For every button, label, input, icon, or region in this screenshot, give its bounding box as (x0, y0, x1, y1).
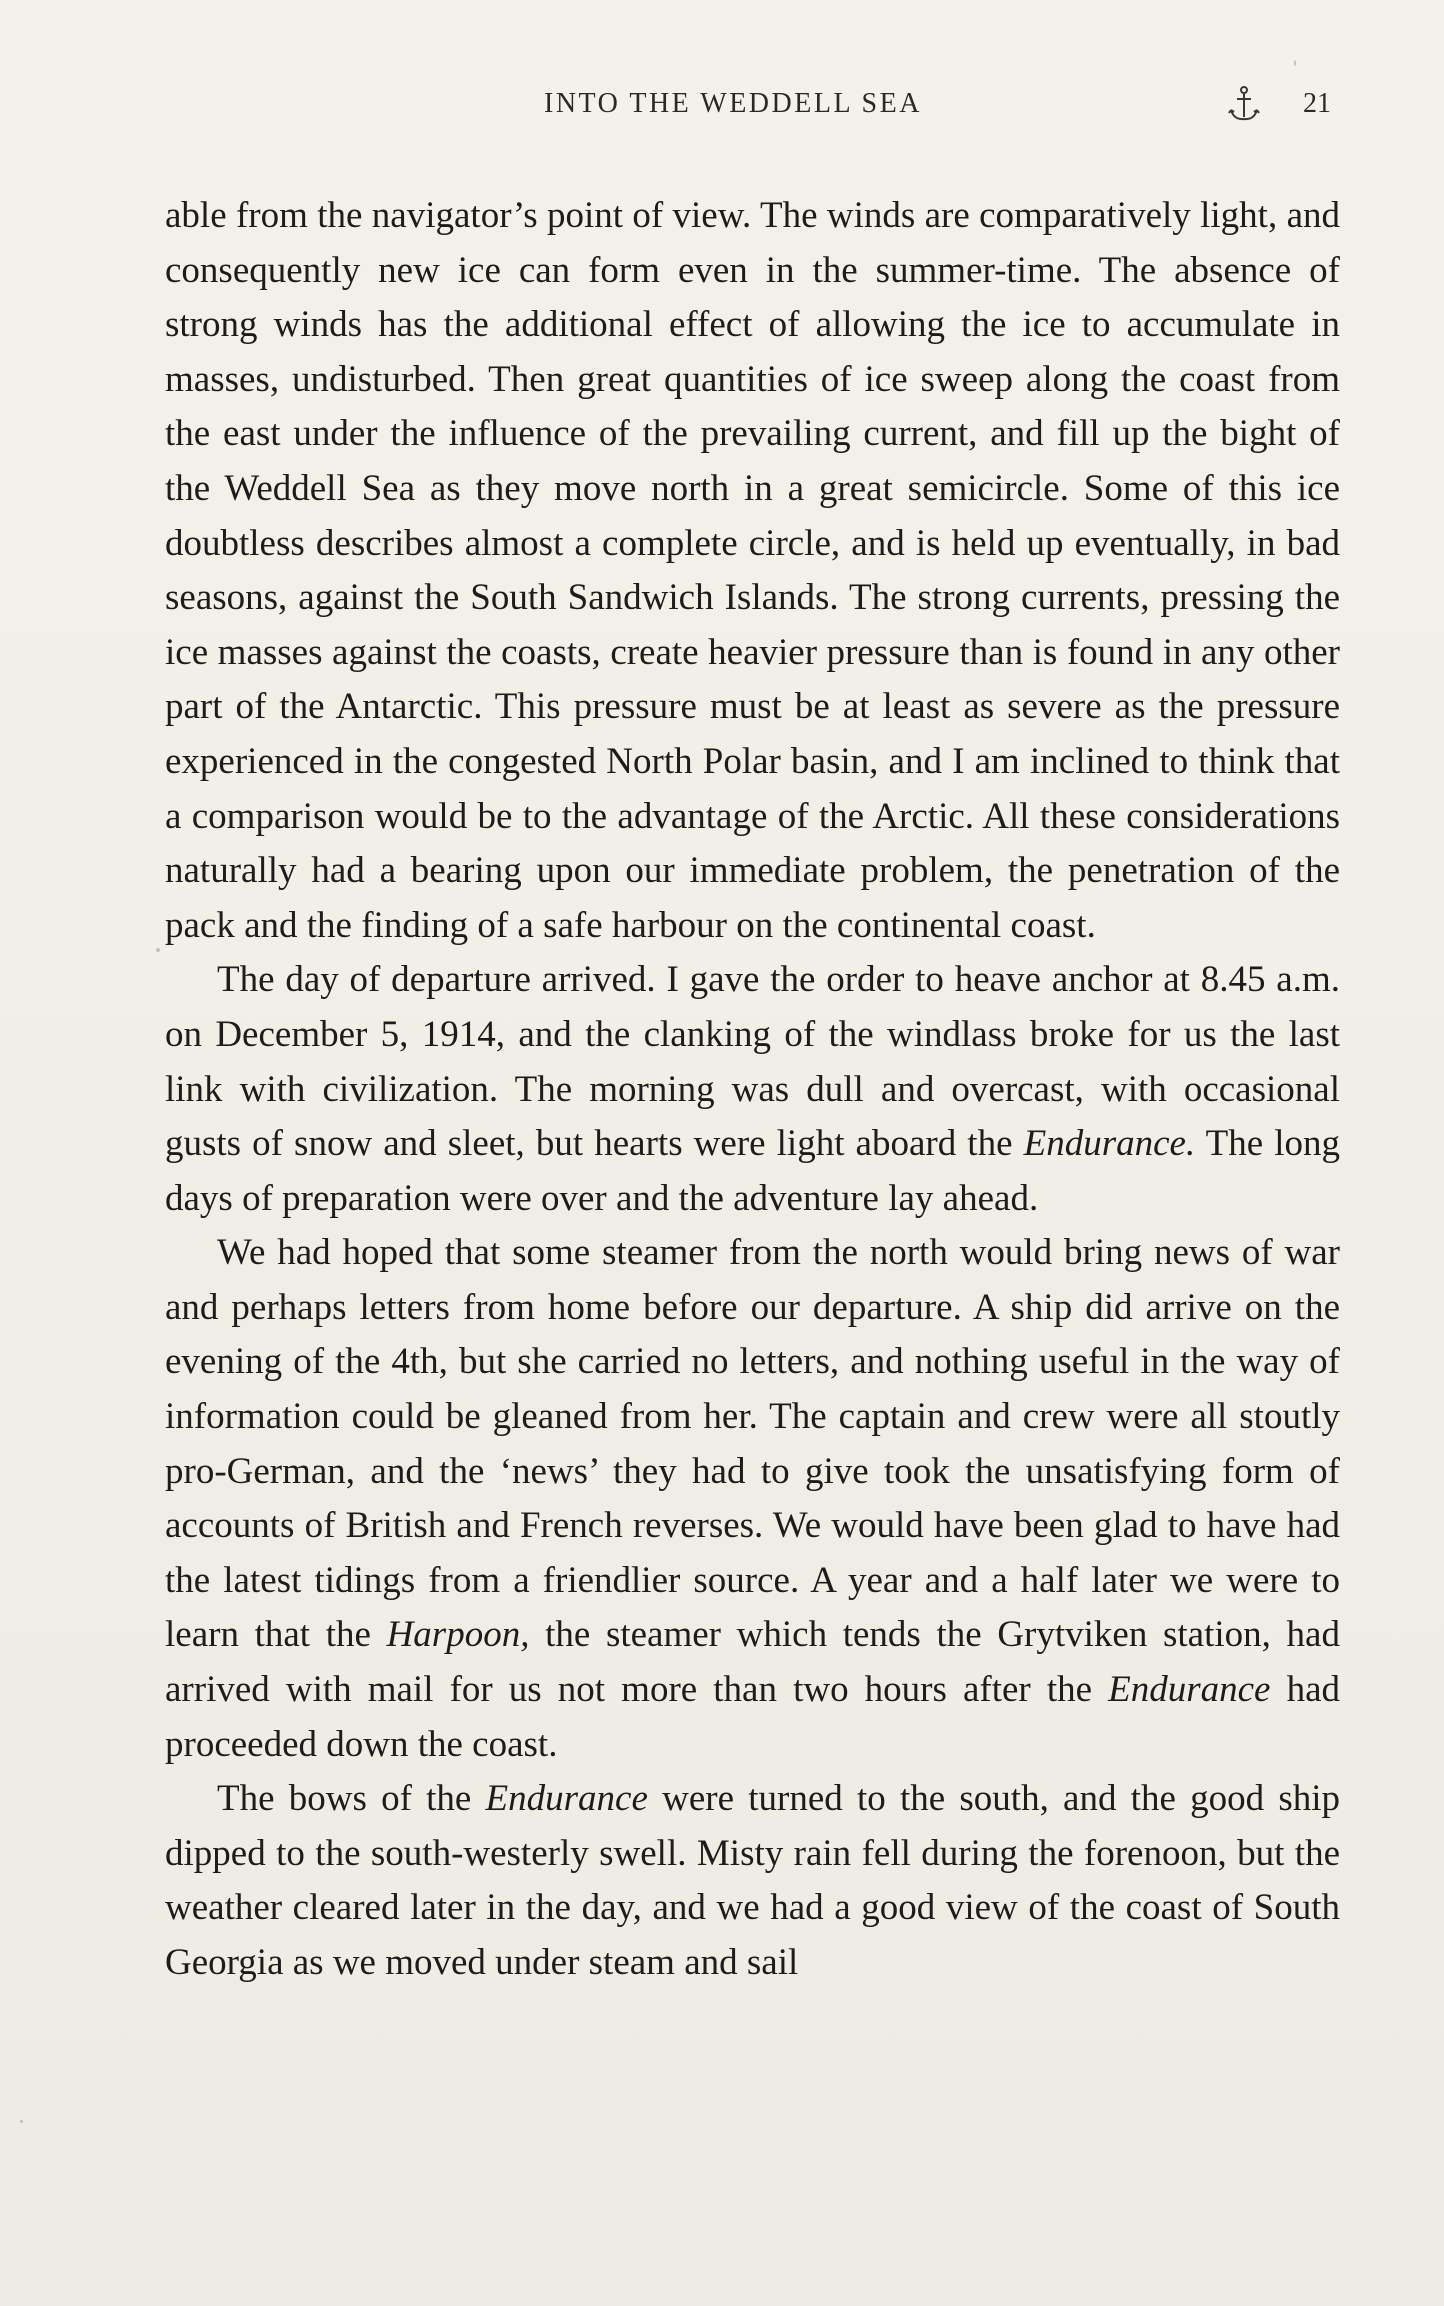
paper-speck (156, 948, 160, 952)
italic-ship-name: Endurance. (1023, 1123, 1196, 1165)
text-run: had proceeded down the coast. (165, 1669, 1340, 1765)
body-text (165, 189, 1340, 1991)
italic-ship-name: Endurance (485, 1778, 648, 1820)
paragraph (165, 1772, 1340, 1990)
page-number: 21 (1303, 88, 1331, 119)
text-run: able from the navigator’s point of view. The winds are comparatively light, and consequently new ice can form even in the summer-time. The absence of strong winds has the additional effect of allowing the ice to accumulate in masses, undisturbed. Then great quantities of ice sweep along the coast from the east under the influence of the prevailing current, and fill up the bight of the Weddell Sea as they move north in a great semicircle. Some of this ice doubtless describes almost a complete circle, and is held up eventually, in bad seasons, against the South Sandwich Islands. The strong currents, pressing the ice masses against the coasts, create heavier pressure than is found in any other part of the Antarctic. This pressure must be at least as severe as the pressure experienced in the congested North Polar basin, and I am inclined to think that a comparison would be to the advantage of the Arctic. All these considerations naturally had a bearing upon our immediate problem, the penetration of the pack and the finding of a safe harbour on the continental coast. (165, 195, 1340, 946)
italic-ship-name: Endurance (1108, 1669, 1271, 1711)
italic-ship-name: Harpoon, (386, 1614, 530, 1656)
text-run: were turned to the south, and the good ship dipped to the south-westerly swell. Misty rain fell during the forenoon, but the weather cleared later in the day, and we had a good view of the coast of South Georgia as we moved under steam and sail (165, 1778, 1340, 1983)
paragraph (165, 953, 1340, 1226)
text-run: The day of departure arrived. I gave the order to heave anchor at 8.45 a.m. on December 5, 1914, and the clanking of the windlass broke for us the last link with civilization. The morning was dull and overcast, with occasional gusts of snow and sleet, but hearts were light aboard the (165, 959, 1340, 1165)
text-run: We had hoped that some steamer from the north would bring news of war and perhaps letters from home before our departure. A ship did arrive on the evening of the 4th, but she carried no letters, and nothing useful in the way of information could be gleaned from her. The captain and crew were all stoutly pro-German, and the ‘news’ they had to give took the unsatisfying form of accounts of British and French reverses. We would have been glad to have had the latest tidings from a friendlier source. A year and a half later we were to learn that the (165, 1232, 1340, 1656)
paper-speck (1294, 60, 1296, 66)
running-title: INTO THE WEDDELL SEA (544, 88, 922, 119)
text-run: The bows of the (217, 1778, 486, 1820)
paragraph (165, 189, 1340, 953)
running-header (0, 88, 1444, 128)
paragraph (165, 1226, 1340, 1772)
paper-speck (20, 2120, 23, 2123)
anchor-icon (1226, 84, 1262, 124)
text-run: The long days of preparation were over and the adventure lay ahead. (165, 1123, 1340, 1219)
text-run: the steamer which tends the Grytviken station, had arrived with mail for us not more than two hours after the (165, 1614, 1340, 1711)
